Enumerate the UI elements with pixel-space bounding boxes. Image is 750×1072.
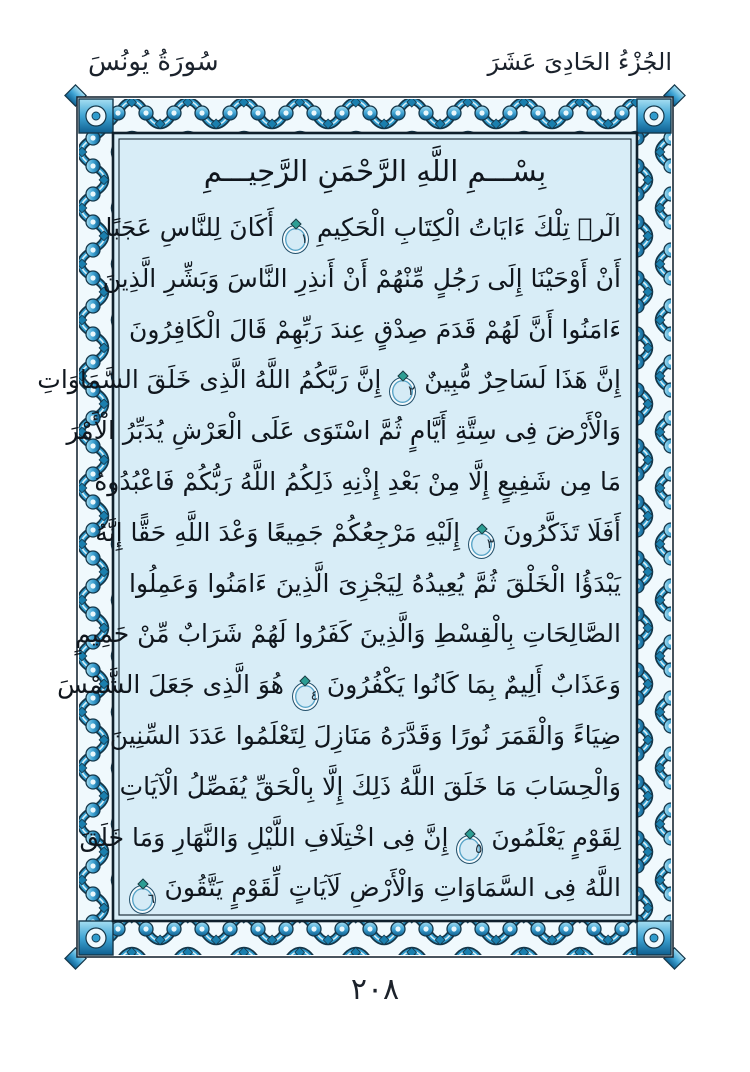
ayah-number: ٥ [475,840,483,857]
ayah-text: وَالْحِسَابَ مَا خَلَقَ اللَّهُ ذَلِكَ إِلَّا بِالْحَقِّ يُفَصِّلُ الْآيَاتِ [119,771,621,801]
ayah-text: إِنَّ هَذَا لَسَاحِرٌ مُّبِينٌ [424,365,621,395]
quran-line [105,203,621,254]
quran-line [129,559,621,610]
juz-title: الجُزْءُ الحَادِىَ عَشَرَ [487,48,672,76]
surah-title: سُورَةُ يُونُسَ [88,47,219,77]
ayah-text: الٓرۚ تِلْكَ ءَايَاتُ الْكِتَابِ الْحَكِيمِ [316,213,621,242]
quran-line [57,660,621,711]
ayah-text: إِلَيْهِ مَرْجِعُكُمْ جَمِيعًا وَعْدَ اللَّهِ حَقًّا إِنَّهُ [95,517,461,547]
quran-text-panel [37,133,637,921]
ayah-end-marker [456,835,483,864]
ayah-text: ءَامَنُوا أَنَّ لَهُمْ قَدَمَ صِدْقٍ عِندَ رَبِّهِمْ قَالَ الْكَافِرُونَ [129,314,621,344]
quran-line [66,406,621,457]
ayah-end-marker [129,885,156,914]
ayah-number: ٦ [147,891,155,908]
ayah-text: أَنْ أَوْحَيْنَا إِلَى رَجُلٍ مِّنْهُمْ أَنْ أَنذِرِ النَّاسَ وَبَشِّرِ الَّذِينَ [102,263,621,293]
ayah-number: ٣ [486,535,495,552]
ayah-text: وَالْأَرْضَ فِى سِتَّةِ أَيَّامٍ ثُمَّ اسْتَوَى عَلَى الْعَرْشِ يُدَبِّرُ الْأَمْرَ [66,416,621,446]
quran-line [37,355,621,406]
quran-line [102,254,621,305]
ayah-number: ٢ [408,383,416,400]
ayah-text: لِقَوْمٍ يَعْلَمُونَ [491,822,621,852]
ayah-text: ضِيَاءً وَالْقَمَرَ نُورًا وَقَدَّرَهُ مَنَازِلَ لِتَعْلَمُوا عَدَدَ السِّنِينَ [109,720,621,750]
ayah-text: أَفَلَا تَذَكَّرُونَ [503,517,621,547]
quran-line [109,711,621,762]
quran-line [95,508,621,559]
ayah-text: وَعَذَابٌ أَلِيمٌ بِمَا كَانُوا يَكْفُرُونَ [326,670,621,700]
ayah-end-marker [389,377,416,406]
ayah-end-marker [468,530,495,559]
ayah-number: ٤ [310,688,318,705]
quran-line [94,457,621,508]
quran-line [79,813,621,864]
ayah-end-marker [282,225,309,254]
page-number: ٢٠٨ [350,972,400,1007]
ayah-text: مَا مِن شَفِيعٍ إِلَّا مِنْ بَعْدِ إِذْنِهِ ذَلِكُمُ اللَّهُ رَبُّكُمْ فَاعْبُدُوهُ [94,466,621,496]
ayah-text: هُوَ الَّذِى جَعَلَ الشَّمْسَ [57,670,284,700]
ayah-text: إِنَّ فِى اخْتِلَافِ اللَّيْلِ وَالنَّهَارِ وَمَا خَلَقَ [79,822,449,852]
ayah-text: أَكَانَ لِلنَّاسِ عَجَبًا [105,213,275,242]
ayah-end-marker [292,682,319,711]
quran-line [75,609,621,660]
ayah-number: ١ [300,231,309,247]
quran-line [119,762,621,813]
basmala: بِسْـــمِ اللَّهِ الرَّحْمَنِ الرَّحِيـــمِ [203,154,547,188]
quran-line [129,305,621,356]
ayah-text: يَبْدَؤُا الْخَلْقَ ثُمَّ يُعِيدُهُ لِيَجْزِىَ الَّذِينَ ءَامَنُوا وَعَمِلُوا [129,568,621,598]
quran-line [129,863,621,914]
ayah-text: الصَّالِحَاتِ بِالْقِسْطِ وَالَّذِينَ كَفَرُوا لَهُمْ شَرَابٌ مِّنْ حَمِيمٍ [75,619,621,649]
ayah-text: إِنَّ رَبَّكُمُ اللَّهُ الَّذِى خَلَقَ السَّمَاوَاتِ [37,365,382,395]
ayah-text: اللَّهُ فِى السَّمَاوَاتِ وَالْأَرْضِ لَآيَاتٍ لِّقَوْمٍ يَتَّقُونَ [164,873,621,903]
quran-lines [37,203,621,915]
